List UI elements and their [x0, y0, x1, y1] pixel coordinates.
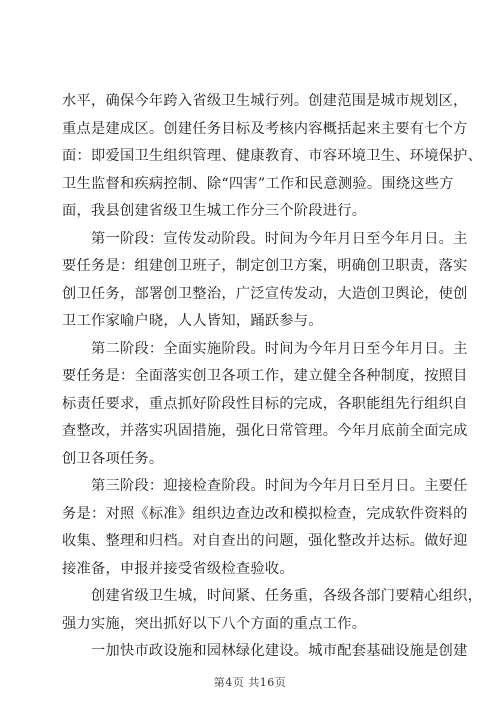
text-line: 要任务是：组建创卫班子，制定创卫方案，明确创卫职责，落实: [62, 258, 468, 274]
text-line: 标责任要求，重点抓好阶段性目标的完成，各职能组先行组织自: [62, 395, 468, 412]
text-line: 务是：对照《标准》组织边查边改和模拟检查，完成软件资料的: [62, 505, 468, 522]
page-number-footer: 第4页 共16页: [213, 676, 287, 689]
text-line: 一加快市政设施和园林绿化建设。城市配套基础设施是创建: [62, 643, 468, 659]
text-line: 面：即爱国卫生组织管理、健康教育、市容环境卫生、环境保护、: [62, 148, 483, 164]
document-body: [62, 88, 483, 666]
text-line: 强力实施，突出抓好以下八个方面的重点工作。: [62, 615, 367, 632]
text-line: 查整改，并落实巩固措施，强化日常管理。今年月底前全面完成: [62, 423, 468, 439]
text-line: 卫生监督和疾病控制、除“四害”工作和民意测验。围绕这些方: [62, 175, 454, 192]
text-line: 卫工作家喻户晓，人人皆知，踊跃参与。: [62, 313, 323, 329]
text-line: 面，我县创建省级卫生城工作分三个阶段进行。: [62, 203, 367, 219]
text-line: 收集、整理和归档。对自查出的问题，强化整改并达标。做好迎: [62, 533, 468, 549]
text-line: 水平，确保今年跨入省级卫生城行列。创建范围是城市规划区，: [62, 93, 468, 109]
text-line: 接准备，申报并接受省级检查验收。: [62, 560, 294, 577]
text-line: 要任务是：全面落实创卫各项工作，建立健全各种制度，按照目: [62, 368, 468, 384]
text-line: 第二阶段：全面实施阶段。时间为今年月日至今年月日。主: [62, 340, 468, 357]
text-line: 创卫任务，部署创卫整治，广泛宣传发动，大造创卫舆论，使创: [62, 285, 468, 302]
text-line: 创建省级卫生城，时间紧、任务重，各级各部门要精心组织，: [62, 588, 483, 604]
text-line: 重点是建成区。创建任务目标及考核内容概括起来主要有七个方: [62, 120, 468, 137]
text-line: 第一阶段：宣传发动阶段。时间为今年月日至今年月日。主: [62, 230, 468, 247]
body-paragraph: [62, 88, 483, 666]
text-line: 第三阶段：迎接检查阶段。时间为今年月日至月日。主要任: [62, 478, 468, 494]
text-line: 创卫各项任务。: [62, 450, 164, 467]
